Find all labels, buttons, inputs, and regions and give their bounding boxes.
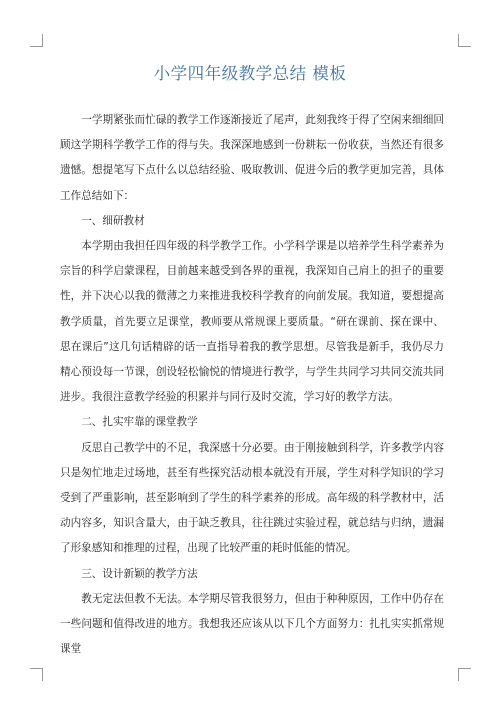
section-heading-3: 三、设计新颖的教学方法: [81, 567, 198, 580]
section-heading-2: 二、扎实牢靠的课堂教学: [81, 416, 198, 429]
section-paragraph-1: 本学期由我担任四年级的科学教学工作。小学科学课是以培养学生科学素养为宗旨的科学启蒙课程，目前越来越受到各界的重视，我深知自己肩上的担子的重要性，并下决心以我的微薄之力来推进我校科学教育的向前发展。我知道，要想提高教学质量，首先要立足课堂，教师要从常规课上要质量。“研在课前、探在课中、思在课后”这几句话精辟的话一直指导着我的教学思想。尽管我是新手，我仍尽力精心预设每一节课，创设轻松愉悦的情境进行教学，与学生共同学习共同交流共同进步。我很注意教学经验的积累并与同行及时交流，学习好的教学方法。: [60, 240, 444, 404]
section-paragraph-2: 反思自己教学中的不足，我深感十分必要。由于刚接触到科学，许多教学内容只是匆忙地走过场地，甚至有些探究活动根本就没有开展，学生对科学知识的学习受到了严重影响，甚至影响到了学生的科学素养的形成。高年级的科学教材中，活动内容多，知识含量大，由于缺乏教具，往往跳过实验过程，就总结与归纳，遗漏了形象感知和推理的过程，出现了比较严重的耗时低能的情况。: [60, 441, 444, 555]
page-corner-mark-top-left: [30, 34, 43, 47]
document-title: 小学四年级教学总结 模板: [153, 64, 347, 83]
page-corner-mark-bottom-right: [458, 668, 471, 681]
document-body: [60, 108, 444, 662]
intro-paragraph: 一学期紧张而忙碌的教学工作逐渐接近了尾声，此刻我终于得了空闲来细细回顾这学期科学教学工作的得与失。我深深地感到一份耕耘一份收获，当然还有很多遗憾。想提笔写下点什么以总结经验、吸取教训、促进今后的教学更加完善，具体工作总结如下：: [60, 114, 444, 202]
section-paragraph-3: 教无定法但教不无法。本学期尽管我很努力，但由于种种原因，工作中仍存在一些问题和值得改进的地方。我想我还应该从以下几个方面努力：扎扎实实抓常规课堂: [60, 592, 444, 656]
page-corner-mark-bottom-left: [30, 668, 43, 681]
page-corner-mark-top-right: [458, 34, 471, 47]
section-heading-1: 一、细研教材: [81, 214, 145, 227]
